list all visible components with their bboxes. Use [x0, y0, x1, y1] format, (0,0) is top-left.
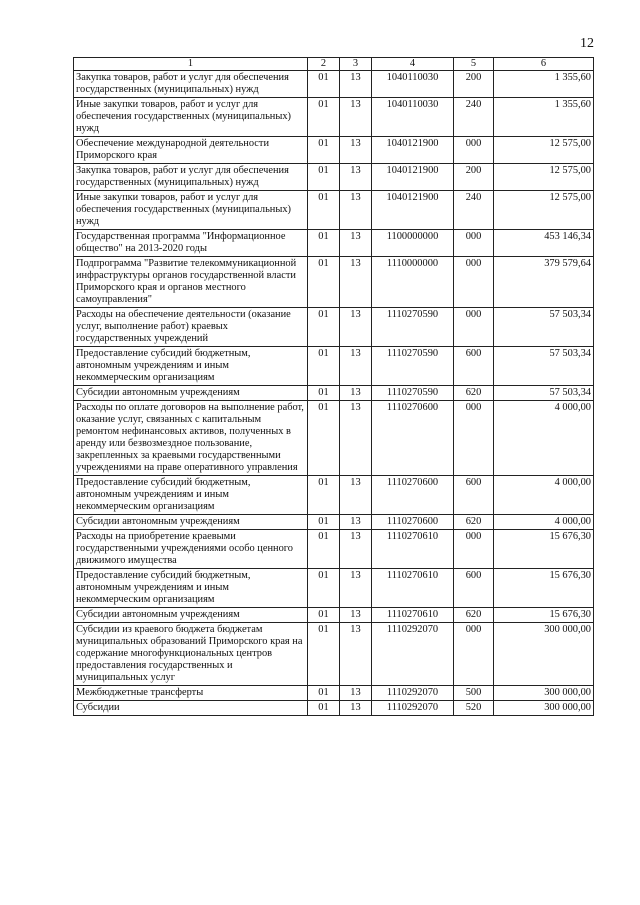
table-row: [74, 347, 594, 386]
row-target-code: 1100000000: [372, 230, 454, 257]
row-amount: 57 503,34: [494, 386, 594, 401]
row-subsection: 13: [340, 257, 372, 308]
row-amount: 453 146,34: [494, 230, 594, 257]
row-name: Государственная программа "Информационное общество" на 2013-2020 годы: [74, 230, 308, 257]
table-row: [74, 476, 594, 515]
row-amount: 12 575,00: [494, 164, 594, 191]
row-subsection: 13: [340, 401, 372, 476]
row-expense-type: 620: [454, 386, 494, 401]
row-name: Субсидии из краевого бюджета бюджетам муниципальных образований Приморского края на содержание многофункциональных центров предоставления государственных и муниципальных услуг: [74, 623, 308, 686]
row-target-code: 1110270610: [372, 608, 454, 623]
table-row: [74, 401, 594, 476]
row-section: 01: [308, 530, 340, 569]
row-subsection: 13: [340, 191, 372, 230]
row-subsection: 13: [340, 308, 372, 347]
column-header: 3: [340, 58, 372, 71]
column-header: 6: [494, 58, 594, 71]
row-name: Субсидии автономным учреждениям: [74, 386, 308, 401]
row-amount: 57 503,34: [494, 347, 594, 386]
row-amount: 12 575,00: [494, 137, 594, 164]
table-header-row: [74, 58, 594, 71]
row-subsection: 13: [340, 386, 372, 401]
row-section: 01: [308, 515, 340, 530]
row-name: Субсидии автономным учреждениям: [74, 608, 308, 623]
row-target-code: 1040121900: [372, 191, 454, 230]
row-subsection: 13: [340, 230, 372, 257]
row-section: 01: [308, 476, 340, 515]
row-expense-type: 000: [454, 623, 494, 686]
table-row: [74, 164, 594, 191]
row-expense-type: 620: [454, 515, 494, 530]
row-target-code: 1110270600: [372, 401, 454, 476]
row-name: Субсидии автономным учреждениям: [74, 515, 308, 530]
table-row: [74, 191, 594, 230]
row-target-code: 1110270590: [372, 386, 454, 401]
column-header: 4: [372, 58, 454, 71]
row-section: 01: [308, 230, 340, 257]
row-expense-type: 200: [454, 164, 494, 191]
row-amount: 57 503,34: [494, 308, 594, 347]
table-row: [74, 71, 594, 98]
table-row: [74, 308, 594, 347]
row-subsection: 13: [340, 71, 372, 98]
row-expense-type: 240: [454, 191, 494, 230]
row-section: 01: [308, 386, 340, 401]
row-target-code: 1040121900: [372, 137, 454, 164]
row-target-code: 1110000000: [372, 257, 454, 308]
table-row: [74, 137, 594, 164]
row-name: Субсидии: [74, 701, 308, 716]
row-name: Расходы по оплате договоров на выполнение работ, оказание услуг, связанных с капитальным ремонтом нефинансовых активов, полученных в аренду или безвозмездное пользование, закрепленных за краевыми государственными учреждениями на праве оперативного управления: [74, 401, 308, 476]
row-expense-type: 500: [454, 686, 494, 701]
row-target-code: 1110292070: [372, 686, 454, 701]
row-amount: 300 000,00: [494, 701, 594, 716]
row-section: 01: [308, 98, 340, 137]
row-name: Иные закупки товаров, работ и услуг для обеспечения государственных (муниципальных) нужд: [74, 191, 308, 230]
row-amount: 300 000,00: [494, 623, 594, 686]
table-row: [74, 569, 594, 608]
row-section: 01: [308, 701, 340, 716]
row-amount: 15 676,30: [494, 608, 594, 623]
row-name: Расходы на обеспечение деятельности (оказание услуг, выполнение работ) краевых государственных учреждений: [74, 308, 308, 347]
row-amount: 15 676,30: [494, 569, 594, 608]
row-amount: 4 000,00: [494, 476, 594, 515]
row-name: Обеспечение международной деятельности Приморского края: [74, 137, 308, 164]
column-header: 5: [454, 58, 494, 71]
row-target-code: 1110270600: [372, 515, 454, 530]
row-subsection: 13: [340, 347, 372, 386]
table-row: [74, 623, 594, 686]
row-subsection: 13: [340, 164, 372, 191]
row-section: 01: [308, 191, 340, 230]
row-section: 01: [308, 164, 340, 191]
row-section: 01: [308, 623, 340, 686]
row-expense-type: 000: [454, 308, 494, 347]
row-expense-type: 000: [454, 230, 494, 257]
row-subsection: 13: [340, 608, 372, 623]
row-target-code: 1110292070: [372, 701, 454, 716]
row-amount: 12 575,00: [494, 191, 594, 230]
row-section: 01: [308, 347, 340, 386]
row-section: 01: [308, 608, 340, 623]
row-subsection: 13: [340, 569, 372, 608]
row-name: Закупка товаров, работ и услуг для обеспечения государственных (муниципальных) нужд: [74, 164, 308, 191]
table-row: [74, 230, 594, 257]
row-amount: 1 355,60: [494, 98, 594, 137]
row-expense-type: 000: [454, 137, 494, 164]
row-target-code: 1040110030: [372, 98, 454, 137]
row-expense-type: 000: [454, 401, 494, 476]
table-row: [74, 608, 594, 623]
row-amount: 379 579,64: [494, 257, 594, 308]
table-row: [74, 386, 594, 401]
row-subsection: 13: [340, 137, 372, 164]
row-name: Закупка товаров, работ и услуг для обеспечения государственных (муниципальных) нужд: [74, 71, 308, 98]
table-row: [74, 530, 594, 569]
row-subsection: 13: [340, 530, 372, 569]
row-expense-type: 240: [454, 98, 494, 137]
row-expense-type: 600: [454, 347, 494, 386]
row-section: 01: [308, 257, 340, 308]
column-header: 2: [308, 58, 340, 71]
row-section: 01: [308, 71, 340, 98]
row-subsection: 13: [340, 476, 372, 515]
column-header: 1: [74, 58, 308, 71]
row-expense-type: 000: [454, 530, 494, 569]
row-subsection: 13: [340, 98, 372, 137]
table-row: [74, 257, 594, 308]
row-expense-type: 600: [454, 569, 494, 608]
row-target-code: 1110270600: [372, 476, 454, 515]
row-section: 01: [308, 308, 340, 347]
row-target-code: 1040110030: [372, 71, 454, 98]
row-name: Предоставление субсидий бюджетным, автономным учреждениям и иным некоммерческим организациям: [74, 347, 308, 386]
row-subsection: 13: [340, 701, 372, 716]
row-expense-type: 200: [454, 71, 494, 98]
row-subsection: 13: [340, 515, 372, 530]
row-section: 01: [308, 686, 340, 701]
row-target-code: 1110292070: [372, 623, 454, 686]
table-row: [74, 515, 594, 530]
row-name: Предоставление субсидий бюджетным, автономным учреждениям и иным некоммерческим организациям: [74, 569, 308, 608]
row-name: Подпрограмма "Развитие телекоммуникационной инфраструктуры органов государственной власти Приморского края и органов местного самоуправления": [74, 257, 308, 308]
row-target-code: 1110270610: [372, 569, 454, 608]
row-section: 01: [308, 401, 340, 476]
row-amount: 300 000,00: [494, 686, 594, 701]
row-expense-type: 600: [454, 476, 494, 515]
row-target-code: 1110270590: [372, 347, 454, 386]
row-name: Межбюджетные трансферты: [74, 686, 308, 701]
row-name: Расходы на приобретение краевыми государственными учреждениями особо ценного движимого имущества: [74, 530, 308, 569]
page-number: 12: [580, 36, 594, 51]
table-row: [74, 98, 594, 137]
row-section: 01: [308, 569, 340, 608]
row-amount: 1 355,60: [494, 71, 594, 98]
row-section: 01: [308, 137, 340, 164]
row-subsection: 13: [340, 686, 372, 701]
row-expense-type: 520: [454, 701, 494, 716]
row-name: Предоставление субсидий бюджетным, автономным учреждениям и иным некоммерческим организациям: [74, 476, 308, 515]
row-target-code: 1110270590: [372, 308, 454, 347]
table-row: [74, 686, 594, 701]
row-expense-type: 000: [454, 257, 494, 308]
row-expense-type: 620: [454, 608, 494, 623]
row-name: Иные закупки товаров, работ и услуг для обеспечения государственных (муниципальных) нужд: [74, 98, 308, 137]
row-amount: 4 000,00: [494, 401, 594, 476]
budget-table: [73, 57, 594, 716]
row-target-code: 1110270610: [372, 530, 454, 569]
row-subsection: 13: [340, 623, 372, 686]
row-amount: 4 000,00: [494, 515, 594, 530]
row-target-code: 1040121900: [372, 164, 454, 191]
table-row: [74, 701, 594, 716]
row-amount: 15 676,30: [494, 530, 594, 569]
